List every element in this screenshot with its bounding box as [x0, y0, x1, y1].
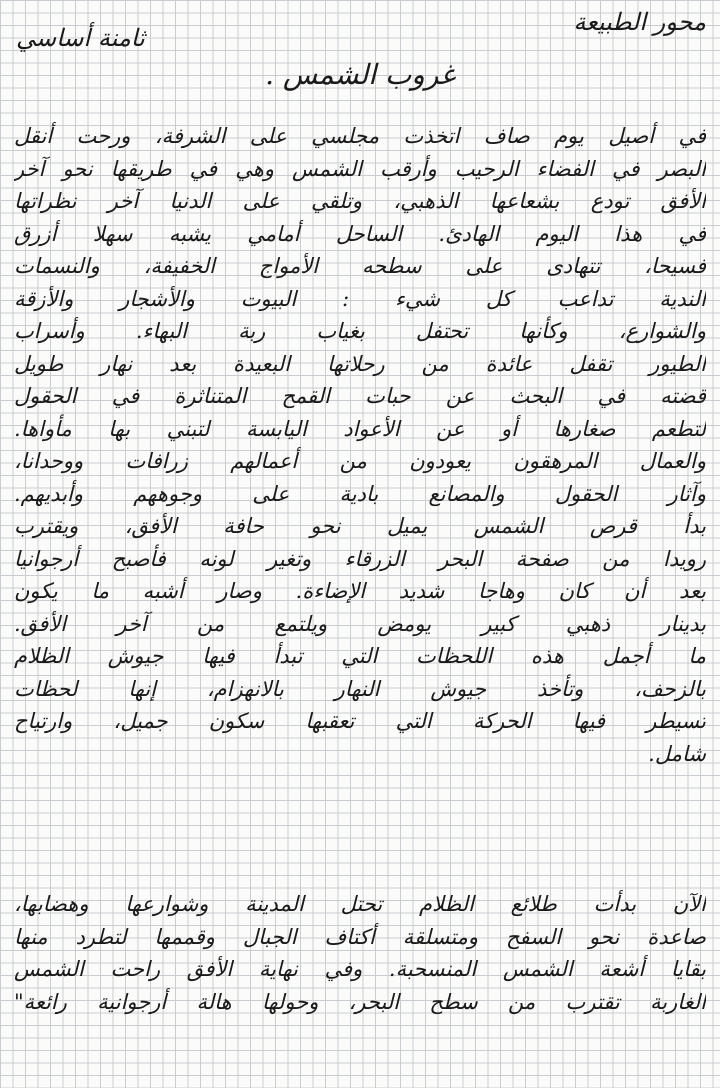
- text-line: تسيطر فيها الحركة التي تعقبها سكون جميل، وارتياح: [14, 709, 706, 733]
- text-line: بعد أن كان وهاجا شديد الإضاءة. وصار أشبه ما يكون: [14, 579, 706, 603]
- text-line: بدأ قرص الشمس يميل نحو حافة الأفق، ويقترب: [14, 514, 706, 538]
- text-line: قضته في البحث عن حبات القمح المتناثرة في الحقول: [14, 384, 706, 408]
- text-line: ما أجمل هذه اللحظات التي تبدأ فيها جيوش الظلام: [14, 644, 706, 668]
- paragraph-1: [14, 120, 706, 770]
- text-line: وآثار الحقول والمصانع بادية على وجوههم وأبديهم.: [14, 481, 706, 506]
- text-line: في هذا اليوم الهادئ. الساحل أمامي يشبه سهلا أزرق: [14, 221, 706, 246]
- axis-label: محور الطبيعة: [573, 8, 706, 36]
- text-line: الندية تداعب كل شيء : البيوت والأشجار والأزقة: [14, 286, 706, 311]
- grade-label: ثامنة أساسي: [16, 24, 145, 52]
- text-line: والشوارع، وكأنها تحتفل بغياب ربة البهاء. وأسراب: [14, 319, 706, 343]
- essay-title: غروب الشمس .: [265, 58, 455, 91]
- text-line: في أصيل يوم صاف اتخذت مجلسي على الشرفة، ورحت أنقل: [14, 124, 706, 148]
- text-line: بدينار ذهبي كبير يومض ويلتمع من آخر الأفق.: [14, 611, 706, 636]
- text-line: شامل.: [648, 741, 706, 766]
- text-line: الآن بدأت طلائع الظلام تحتل المدينة وشوارعها وهضابها،: [14, 892, 706, 916]
- text-line: صاعدة نحو السفح ومتسلقة أكتاف الجبال وقممها لتطرد منها: [14, 924, 706, 949]
- text-line: الأفق تودع بشعاعها الذهبي، وتلقي على الدنيا آخر نظراتها: [14, 189, 706, 213]
- paragraph-2: [14, 888, 706, 1018]
- text-line: رويدا من صفحة البحر الزرقاء وتغير لونه فأصبح أرجوانيا: [14, 546, 706, 571]
- text-line: بقايا أشعة الشمس المنسحبة. وفي نهاية الأفق راحت الشمس: [14, 957, 706, 981]
- text-line: البصر في الفضاء الرحيب وأرقب الشمس وهي في طريقها نحو آخر: [14, 156, 706, 181]
- text-line: الطيور تقفل عائدة من رحلاتها البعيدة بعد نهار طويل: [14, 351, 706, 376]
- text-line: لتطعم صغارها أو عن الأعواد اليابسة لتبني بها مأواها.: [14, 416, 706, 441]
- text-line: فسيحا، تتهادى على سطحه الأمواج الخفيفة، والنسمات: [14, 254, 706, 278]
- text-line: بالزحف، وتأخذ جيوش النهار بالانهزام، إنها لحظات: [14, 676, 706, 701]
- text-line: الغاربة تقترب من سطح البحر، وحولها هالة أرجوانية رائعة": [14, 989, 706, 1014]
- text-line: والعمال المرهقون يعودون من أعمالهم زرافات ووحدانا،: [14, 449, 706, 473]
